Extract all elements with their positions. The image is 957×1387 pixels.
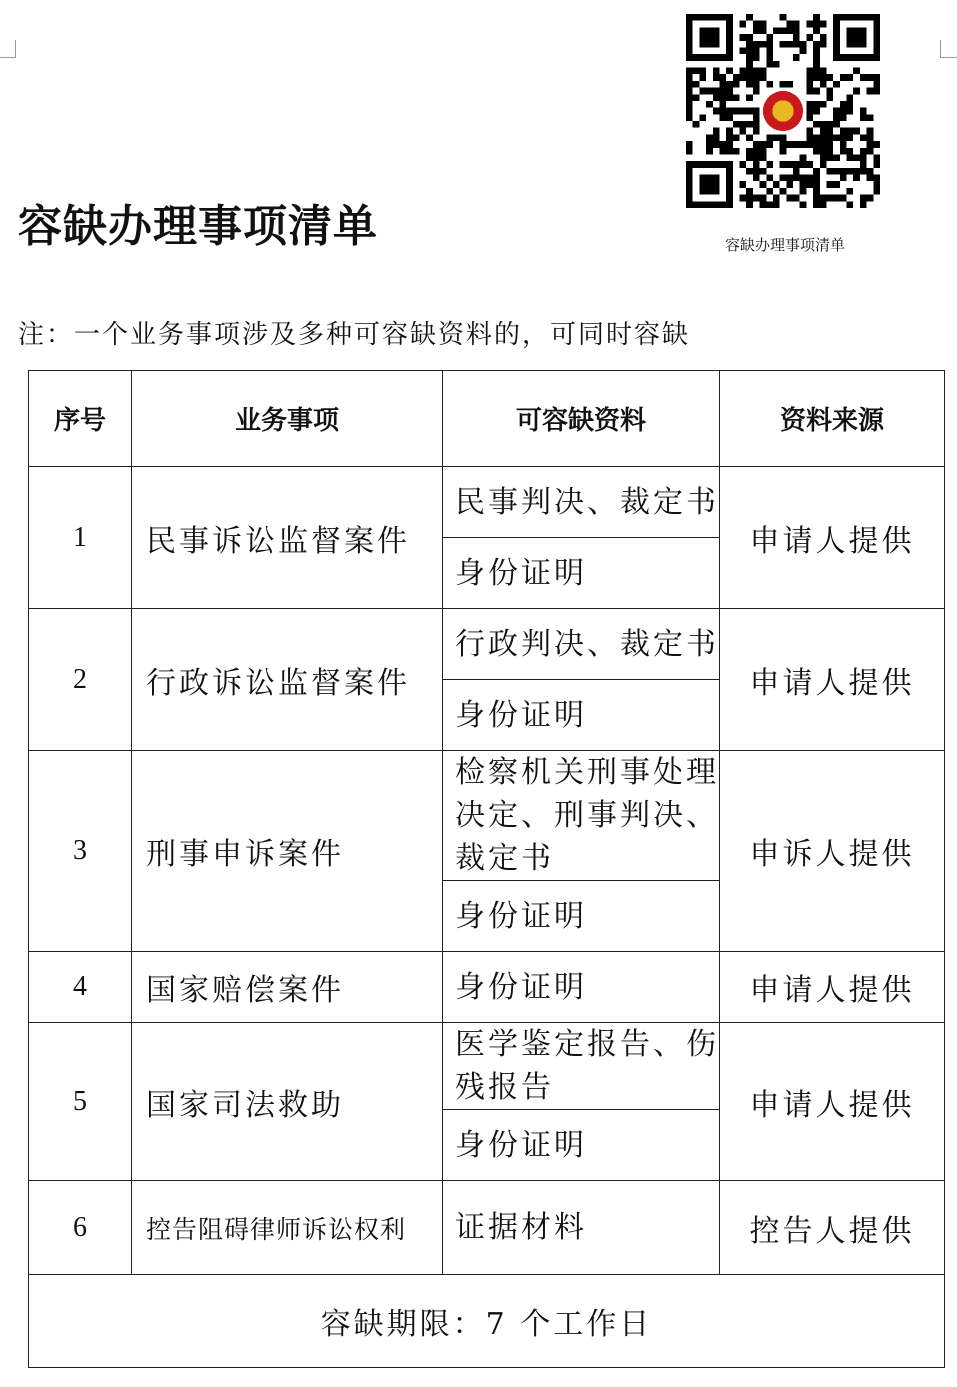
row-number: 2 — [29, 609, 132, 751]
row-number: 3 — [29, 751, 132, 952]
page-corner-mark — [0, 57, 15, 58]
header-cell: 可容缺资料 — [443, 371, 720, 467]
source-cell: 申请人提供 — [720, 467, 945, 609]
deadline-text: 容缺期限：7 个工作日 — [29, 1275, 945, 1368]
business-item: 控告阻碍律师诉讼权利 — [132, 1181, 443, 1275]
qr-caption: 容缺办理事项清单 — [724, 236, 845, 254]
header-cell: 序号 — [29, 371, 132, 467]
business-item: 刑事申诉案件 — [132, 751, 443, 952]
business-item: 民事诉讼监督案件 — [132, 467, 443, 609]
row-number: 1 — [29, 467, 132, 609]
table-header-row — [29, 371, 945, 467]
material-cell: 身份证明 — [443, 881, 720, 952]
table-row — [29, 467, 945, 538]
business-item: 国家司法救助 — [132, 1023, 443, 1181]
business-item: 国家赔偿案件 — [132, 952, 443, 1023]
material-cell: 行政判决、裁定书 — [443, 609, 720, 680]
source-cell: 申请人提供 — [720, 952, 945, 1023]
material-cell: 检察机关刑事处理决定、刑事判决、裁定书 — [443, 751, 720, 881]
source-cell: 控告人提供 — [720, 1181, 945, 1275]
page-corner-mark — [940, 40, 941, 58]
material-cell: 医学鉴定报告、伤残报告 — [443, 1023, 720, 1110]
table-row — [29, 751, 945, 881]
material-cell: 身份证明 — [443, 1110, 720, 1181]
header-cell: 资料来源 — [720, 371, 945, 467]
table-row — [29, 952, 945, 1023]
source-cell: 申诉人提供 — [720, 751, 945, 952]
row-number: 5 — [29, 1023, 132, 1181]
header-cell: 业务事项 — [132, 371, 443, 467]
business-item: 行政诉讼监督案件 — [132, 609, 443, 751]
material-cell: 身份证明 — [443, 952, 720, 1023]
material-cell: 证据材料 — [443, 1181, 720, 1275]
items-table — [28, 370, 945, 1368]
table-row — [29, 1181, 945, 1275]
source-cell: 申请人提供 — [720, 609, 945, 751]
page-title: 容缺办理事项清单 — [18, 201, 378, 252]
table-row — [29, 1023, 945, 1110]
row-number: 4 — [29, 952, 132, 1023]
material-cell: 身份证明 — [443, 538, 720, 609]
qr-code — [686, 14, 880, 208]
page-corner-mark — [15, 40, 16, 58]
page-corner-mark — [941, 57, 957, 58]
source-cell: 申请人提供 — [720, 1023, 945, 1181]
material-cell: 民事判决、裁定书 — [443, 467, 720, 538]
material-cell: 身份证明 — [443, 680, 720, 751]
table-footer-row — [29, 1275, 945, 1368]
note-text: 注：一个业务事项涉及多种可容缺资料的，可同时容缺 — [18, 320, 691, 350]
row-number: 6 — [29, 1181, 132, 1275]
table-row — [29, 609, 945, 680]
